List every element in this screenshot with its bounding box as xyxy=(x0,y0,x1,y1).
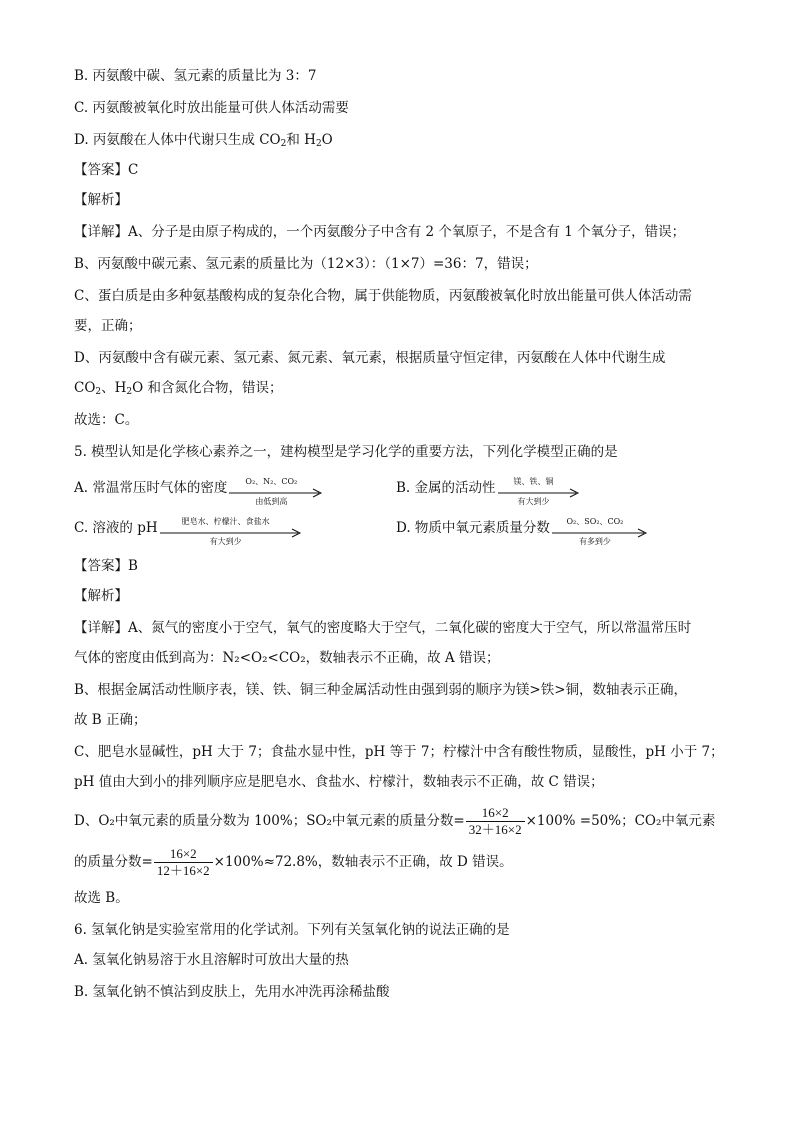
number-axis-d: O₂、SO₂、CO₂ 有多到少 xyxy=(552,528,648,538)
detail-line: C、肥皂水显碱性，pH 大于 7；食盐水显中性，pH 等于 7；柠檬汁中含有酸性物质，显酸性，pH 小于 7； xyxy=(74,744,724,760)
detail-line: $CO_2$、$H_2O$ 和含氮化合物，错误； xyxy=(74,380,283,397)
option-b: B. 金属的活动性 镁、铁、铜 有大到少 xyxy=(396,478,580,498)
detail-line: C、蛋白质是由多种氨基酸构成的复杂化合物，属于供能物质，丙氨酸被氧化时放出能量可供人体活动需 xyxy=(74,288,692,304)
question-5: 5. 模型认知是化学核心素养之一，建构模型是学习化学的重要方法，下列化学模型正确的是 xyxy=(74,444,618,460)
number-axis-c: 肥皂水、柠檬汁、食盐水 有大到少 xyxy=(160,528,302,538)
option-d-line: D. 丙氨酸在人体中代谢只生成 $CO_2$和 $H_2O$ xyxy=(74,132,333,149)
detail-line: pH 值由大到小的排列顺序应是肥皂水、食盐水、柠檬汁，数轴表示不正确，故 C 错误； xyxy=(74,774,604,790)
detail-line: 要，正确； xyxy=(74,318,142,334)
detail-line: B、根据金属活动性顺序表，镁、铁、铜三种金属活动性由强到弱的顺序为镁>铁>铜，数轴表示正确， xyxy=(74,682,688,698)
analysis-label: 【解析】 xyxy=(74,588,128,604)
detail-line-fraction: 的质量分数= $\frac{16\times 2}{12+16\times 2}$ ×100%≈72.8%，数轴表示不正确，故 D 错误。 xyxy=(74,846,513,878)
question-6: 6. 氢氧化钠是实验室常用的化学试剂。下列有关氢氧化钠的说法正确的是 xyxy=(74,922,510,938)
option-c: C. 溶液的 pH 肥皂水、柠檬汁、食盐水 有大到少 xyxy=(74,518,302,538)
option-c-line: C. 丙氨酸被氧化时放出能量可供人体活动需要 xyxy=(74,100,349,116)
detail-line-fraction: D、O₂中氧元素的质量分数为 100%；SO₂中氧元素的质量分数= $\frac{16\times 2}{32+16\times 2}$ ×100% =50%；CO₂中氧元素 xyxy=(74,805,716,837)
detail-line: 【详解】A、氮气的密度小于空气，氧气的密度略大于空气，二氧化碳的密度大于空气，所以常温常压时 xyxy=(74,620,692,636)
answer-label: 【答案】C xyxy=(74,162,139,178)
q6-option-a: A. 氢氧化钠易溶于水且溶解时可放出大量的热 xyxy=(74,952,349,968)
conclusion-line: 故选：C。 xyxy=(74,412,139,428)
number-axis-b: 镁、铁、铜 有大到少 xyxy=(498,488,580,498)
fraction: $\frac{16\times 2}{32+16\times 2}$ xyxy=(466,805,525,838)
q6-option-b: B. 氢氧化钠不慎沾到皮肤上，先用水冲洗再涂稀盐酸 xyxy=(74,984,390,1000)
detail-line: D、丙氨酸中含有碳元素、氢元素、氮元素、氧元素，根据质量守恒定律，丙氨酸在人体中代谢生成 xyxy=(74,350,666,366)
fraction: $\frac{16\times 2}{12+16\times 2}$ xyxy=(154,846,213,879)
detail-line: 故 B 正确； xyxy=(74,712,147,728)
number-axis-a: O₂、N₂、CO₂ 由低到高 xyxy=(229,488,323,498)
option-d: D. 物质中氧元素质量分数 O₂、SO₂、CO₂ 有多到少 xyxy=(396,518,648,538)
analysis-label: 【解析】 xyxy=(74,192,128,208)
answer-label: 【答案】B xyxy=(74,558,138,574)
detail-line: B、丙氨酸中碳元素、氢元素的质量比为（12×3）：（1×7）=36：7，错误； xyxy=(74,256,538,272)
detail-line: 【详解】A、分子是由原子构成的，一个丙氨酸分子中含有 2 个氧原子，不是含有 1 个氧分子，错误； xyxy=(74,224,686,240)
conclusion-line: 故选 B。 xyxy=(74,890,129,906)
detail-line: 气体的密度由低到高为：N₂<O₂<CO₂，数轴表示不正确，故 A 错误； xyxy=(74,650,500,666)
option-a: A. 常温常压时气体的密度 O₂、N₂、CO₂ 由低到高 xyxy=(74,478,323,498)
option-b-line: B. 丙氨酸中碳、氢元素的质量比为 3：7 xyxy=(74,68,317,84)
